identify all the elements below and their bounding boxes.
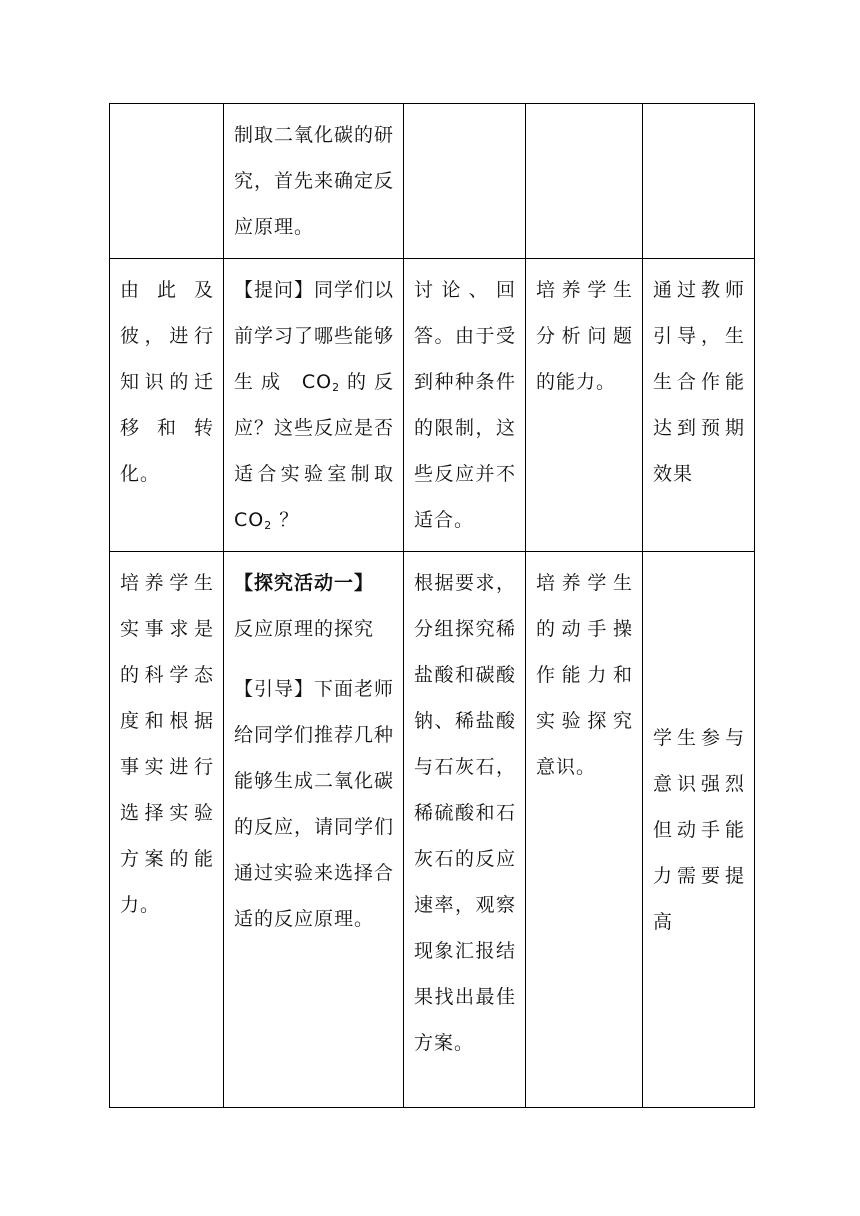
row2-effect-cell: 通过教师引导，生生合作能达到预期效果: [643, 259, 755, 552]
row3-student-activity-cell: 根据要求，分组探究稀盐酸和碳酸钠、稀盐酸与石灰石，稀硫酸和石灰石的反应速率，观察现象汇报结果找出最佳方案。: [404, 552, 526, 1108]
row2-co2-subscript-1: 2: [332, 381, 341, 394]
row2-question-part3: ？: [272, 509, 300, 531]
row2-question-part2: 的反应？这些反应是否适合实验室制取 CO: [234, 371, 395, 531]
row2-co2-subscript-2: 2: [264, 519, 273, 532]
row3-activity-title: [234, 560, 394, 652]
table-row: [110, 552, 755, 1108]
row3-intent-cell: 培养学生的动手操作能力和实验探究意识。: [526, 552, 643, 1108]
row3-guide-text: 【引导】下面老师给同学们推荐几种能够生成二氧化碳的反应，请同学们通过实验来选择合适的反应原理。: [234, 678, 395, 930]
row3-goal-cell: 培养学生实事求是的科学态度和根据事实进行选择实验方案的能力。: [110, 552, 224, 1108]
lesson-plan-table: [109, 103, 755, 1108]
row2-teacher-activity-cell: [224, 259, 404, 552]
row1-col1-cell: [110, 104, 224, 259]
row3-effect-cell: 学生参与意识强烈但动手能力需要提高: [643, 552, 755, 1108]
row2-student-activity-cell: 讨论、回答。由于受到种种条件的限制，这些反应并不适合。: [404, 259, 526, 552]
row1-col3-cell: [404, 104, 526, 259]
row2-intent-cell: 培养学生分析问题的能力。: [526, 259, 643, 552]
row2-question-part1: 【提问】同学们以前学习了哪些能够生成 CO: [234, 279, 395, 393]
row3-activity-heading: 【探究活动一】: [234, 572, 375, 594]
row1-activity-cell: 制取二氧化碳的研究，首先来确定反应原理。: [224, 104, 404, 259]
row1-col4-cell: [526, 104, 643, 259]
row3-activity-subtitle: 反应原理的探究: [234, 618, 375, 640]
row2-goal-cell: 由此及彼，进行知识的迁移和转化。: [110, 259, 224, 552]
table-row: [110, 259, 755, 552]
row3-teacher-activity-cell: [224, 552, 404, 1108]
row1-col5-cell: [643, 104, 755, 259]
table-row: [110, 104, 755, 259]
